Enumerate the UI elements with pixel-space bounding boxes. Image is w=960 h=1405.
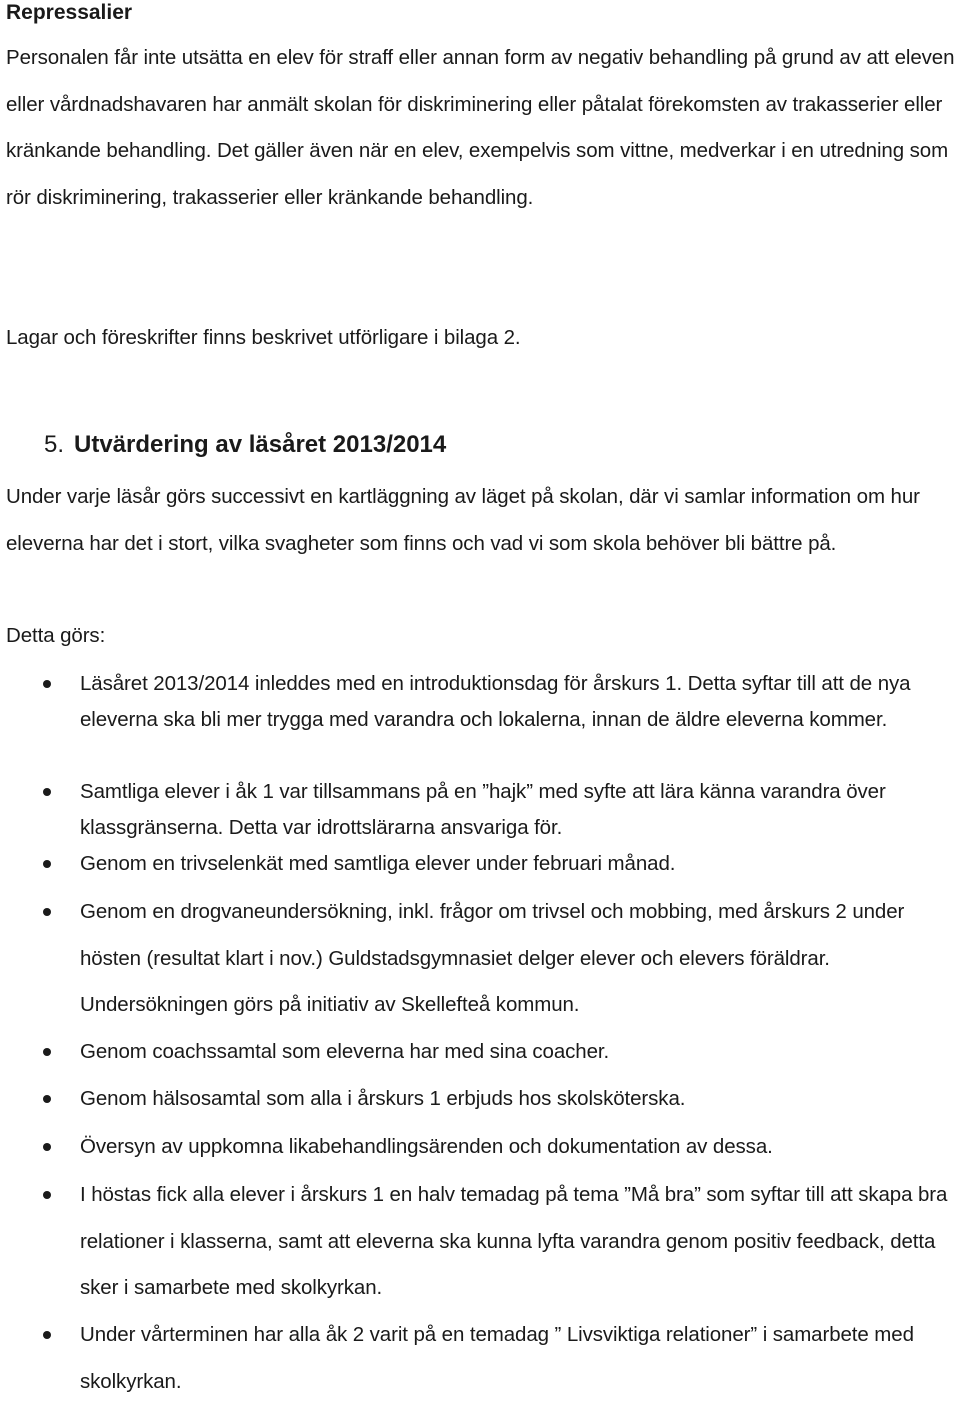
bullet-icon xyxy=(43,1143,51,1151)
section-title-text: Utvärdering av läsåret 2013/2014 xyxy=(74,431,447,458)
section-lead: Detta görs: xyxy=(6,624,106,647)
list-item xyxy=(80,1029,958,1076)
list-item xyxy=(80,1124,958,1171)
bullet-icon xyxy=(43,1095,51,1103)
paragraph-lagar: Lagar och föreskrifter finns beskrivet utförligare i bilaga 2. xyxy=(6,326,521,349)
section-intro: Under varje läsår görs successivt en kartläggning av läget på skolan, där vi samlar information om hur eleverna har det i stort, vilka svagheter som finns och vad vi som skola behöver bli bättre på. xyxy=(6,485,920,555)
list-item xyxy=(80,1172,958,1312)
list-item-text: Genom hälsosamtal som alla i årskurs 1 erbjuds hos skolsköterska. xyxy=(80,1087,686,1110)
list-item xyxy=(80,666,958,737)
section-number: 5. xyxy=(44,431,65,458)
list-item xyxy=(80,889,958,1029)
bullet-icon xyxy=(43,1048,51,1056)
bullet-icon xyxy=(43,908,51,916)
bullet-icon xyxy=(43,788,51,796)
list-item-text: Under vårterminen har alla åk 2 varit på en temadag ” Livsviktiga relationer” i samarbete med skolkyrkan. xyxy=(80,1323,914,1393)
list-item xyxy=(80,1312,958,1405)
list-item-text: Läsåret 2013/2014 inleddes med en introduktionsdag för årskurs 1. Detta syftar till att de nya eleverna ska bli mer trygga med varandra och lokalerna, innan de äldre eleverna kommer. xyxy=(80,672,911,731)
list-item-text: Samtliga elever i åk 1 var tillsammans på en ”hajk” med syfte att lära känna varandra över klassgränserna. Detta var idrottslärarna ansvariga för. xyxy=(80,780,886,839)
list-item-text: Översyn av uppkomna likabehandlingsärenden och dokumentation av dessa. xyxy=(80,1135,773,1158)
list-item xyxy=(80,846,958,882)
list-item-text: Genom en trivselenkät med samtliga elever under februari månad. xyxy=(80,852,676,875)
bullet-icon xyxy=(43,860,51,868)
list-item xyxy=(80,774,958,845)
section-title xyxy=(44,428,446,462)
paragraph-repressalier: Personalen får inte utsätta en elev för straff eller annan form av negativ behandling på grund av att eleven eller vårdnadshavaren har anmält skolan för diskriminering eller påtalat förekomsten av trakasserier eller kränkande behandling. Det gäller även när en elev, exempelvis som vittne, medverkar i en utredning som rör diskriminering, trakasserier eller kränkande behandling. xyxy=(6,46,955,209)
list-item-text: Genom coachssamtal som eleverna har med sina coacher. xyxy=(80,1040,610,1063)
bullet-icon xyxy=(43,1191,51,1199)
list-item-text: I höstas fick alla elever i årskurs 1 en halv temadag på tema ”Må bra” som syftar till att skapa bra relationer i klasserna, samt att eleverna ska kunna lyfta varandra genom positiv feedback, detta sker i samarbete med skolkyrkan. xyxy=(80,1183,948,1299)
bullet-icon xyxy=(43,1331,51,1339)
bullet-icon xyxy=(43,680,51,688)
list-item xyxy=(80,1076,958,1123)
heading-repressalier: Repressalier xyxy=(6,1,133,24)
list-item-text: Genom en drogvaneundersökning, inkl. frågor om trivsel och mobbing, med årskurs 2 under hösten (resultat klart i nov.) Guldstadsgymnasiet delger elever och elevers föräldrar. Undersökningen görs på initiativ av Skellefteå kommun. xyxy=(80,900,905,1016)
